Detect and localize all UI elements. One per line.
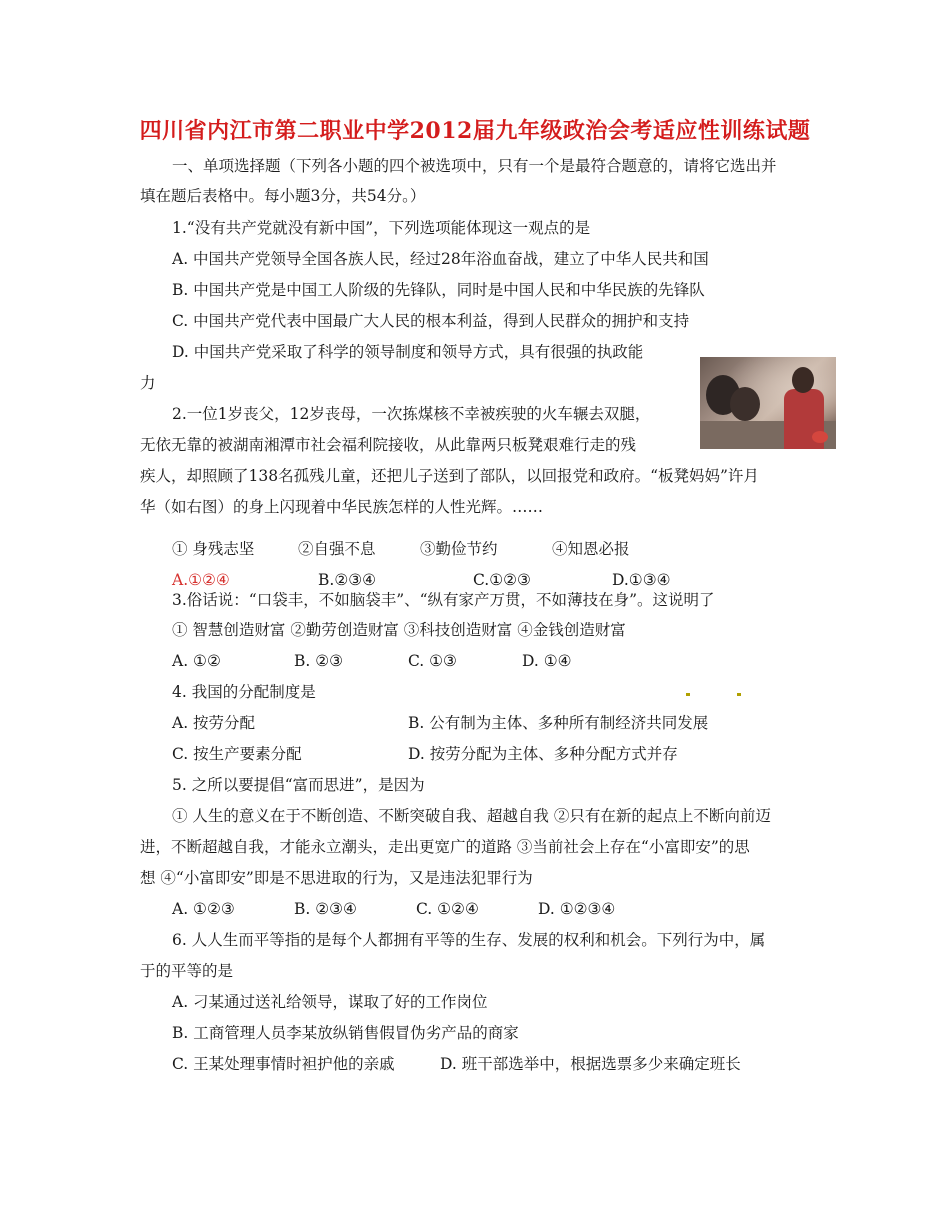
q6-option-a: A. 刁某通过送礼给领导，谋取了好的工作岗位 xyxy=(172,993,488,1011)
q1-option-d: D. 中国共产党采取了科学的领导制度和领导方式，具有很强的执政能 xyxy=(172,343,644,361)
q3-option-d: D. ①④ xyxy=(522,652,572,670)
q6-line1: 6. 人人生而平等指的是每个人都拥有平等的生存、发展的权利和机会。下列行为中，属 xyxy=(172,931,766,949)
q4-option-b: B. 公有制为主体、多种所有制经济共同发展 xyxy=(408,714,709,732)
q1-option-b: B. 中国共产党是中国工人阶级的先锋队，同时是中国人民和中华民族的先锋队 xyxy=(172,281,705,299)
q2-item-1: ① 身残志坚 xyxy=(172,540,255,558)
q2-line4: 华（如右图）的身上闪现着中华民族怎样的人性光辉。…… xyxy=(140,498,544,516)
q2-line3: 疾人，却照顾了138名孤残儿童，还把儿子送到了部队，以回报党和政府。“板凳妈妈”许月 xyxy=(140,467,759,485)
q3-option-c: C. ①③ xyxy=(408,652,457,670)
q2-item-3: ③勤俭节约 xyxy=(420,540,498,558)
q2-option-c: C.①②③ xyxy=(473,571,531,589)
q4-option-a: A. 按劳分配 xyxy=(172,714,256,732)
q3-items: ① 智慧创造财富 ②勤劳创造财富 ③科技创造财富 ④金钱创造财富 xyxy=(172,621,626,639)
q6-line2: 于的平等的是 xyxy=(140,962,234,980)
q6-option-d: D. 班干部选举中，根据选票多少来确定班长 xyxy=(440,1055,741,1073)
section-intro-line2: 填在题后表格中。每小题3分，共54分。） xyxy=(140,187,426,205)
page-title: 四川省内江市第二职业中学2012届九年级政治会考适应性训练试题 xyxy=(139,118,811,144)
section-intro-line1: 一、单项选择题（下列各小题的四个被选项中，只有一个是最符合题意的，请将它选出并 xyxy=(172,157,777,175)
q2-option-a-answer: A.①②④ xyxy=(172,571,230,589)
q5-option-c: C. ①②④ xyxy=(416,900,479,918)
q2-item-4: ④知恩必报 xyxy=(552,540,630,558)
q3-option-a: A. ①② xyxy=(172,652,221,670)
q1-option-c: C. 中国共产党代表中国最广大人民的根本利益，得到人民群众的拥护和支持 xyxy=(172,312,690,330)
q5-stem: 5. 之所以要提倡“富而思进”，是因为 xyxy=(172,776,425,794)
q1-stem: 1.“没有共产党就没有新中国”，下列选项能体现这一观点的是 xyxy=(172,219,591,237)
q2-option-d: D.①③④ xyxy=(612,571,671,589)
q3-stem: 3.俗话说：“口袋丰，不如脑袋丰”、“纵有家产万贯，不如薄技在身”。这说明了 xyxy=(172,591,715,609)
q2-line2: 无依无靠的被湖南湘潭市社会福利院接收，从此靠两只板凳艰难行走的残 xyxy=(140,436,637,454)
q6-option-b: B. 工商管理人员李某放纵销售假冒伪劣产品的商家 xyxy=(172,1024,519,1042)
q4-option-c: C. 按生产要素分配 xyxy=(172,745,302,763)
q4-option-d: D. 按劳分配为主体、多种分配方式并存 xyxy=(408,745,678,763)
q2-item-2: ②自强不息 xyxy=(298,540,376,558)
bench-mother-photo xyxy=(700,357,836,449)
scan-mark xyxy=(737,693,741,696)
q5-option-d: D. ①②③④ xyxy=(538,900,616,918)
q1-option-a: A. 中国共产党领导全国各族人民，经过28年浴血奋战，建立了中华人民共和国 xyxy=(172,250,709,268)
q2-option-b: B.②③④ xyxy=(318,571,377,589)
q5-line3: 想 ④“小富即安”即是不思进取的行为，又是违法犯罪行为 xyxy=(140,869,533,887)
q3-option-b: B. ②③ xyxy=(294,652,344,670)
q6-option-c: C. 王某处理事情时袒护他的亲戚 xyxy=(172,1055,395,1073)
q5-line2: 进，不断超越自我，才能永立潮头，走出更宽广的道路 ③当前社会上存在“小富即安”的思 xyxy=(140,838,750,856)
q5-option-a: A. ①②③ xyxy=(172,900,235,918)
scan-mark xyxy=(686,693,690,696)
q5-option-b: B. ②③④ xyxy=(294,900,357,918)
q2-line1: 2.一位1岁丧父，12岁丧母，一次拣煤核不幸被疾驶的火车辗去双腿， xyxy=(172,405,651,423)
q5-line1: ① 人生的意义在于不断创造、不断突破自我、超越自我 ②只有在新的起点上不断向前迈 xyxy=(172,807,771,825)
q4-stem: 4. 我国的分配制度是 xyxy=(172,683,316,701)
q1-option-d-cont: 力 xyxy=(140,374,156,392)
